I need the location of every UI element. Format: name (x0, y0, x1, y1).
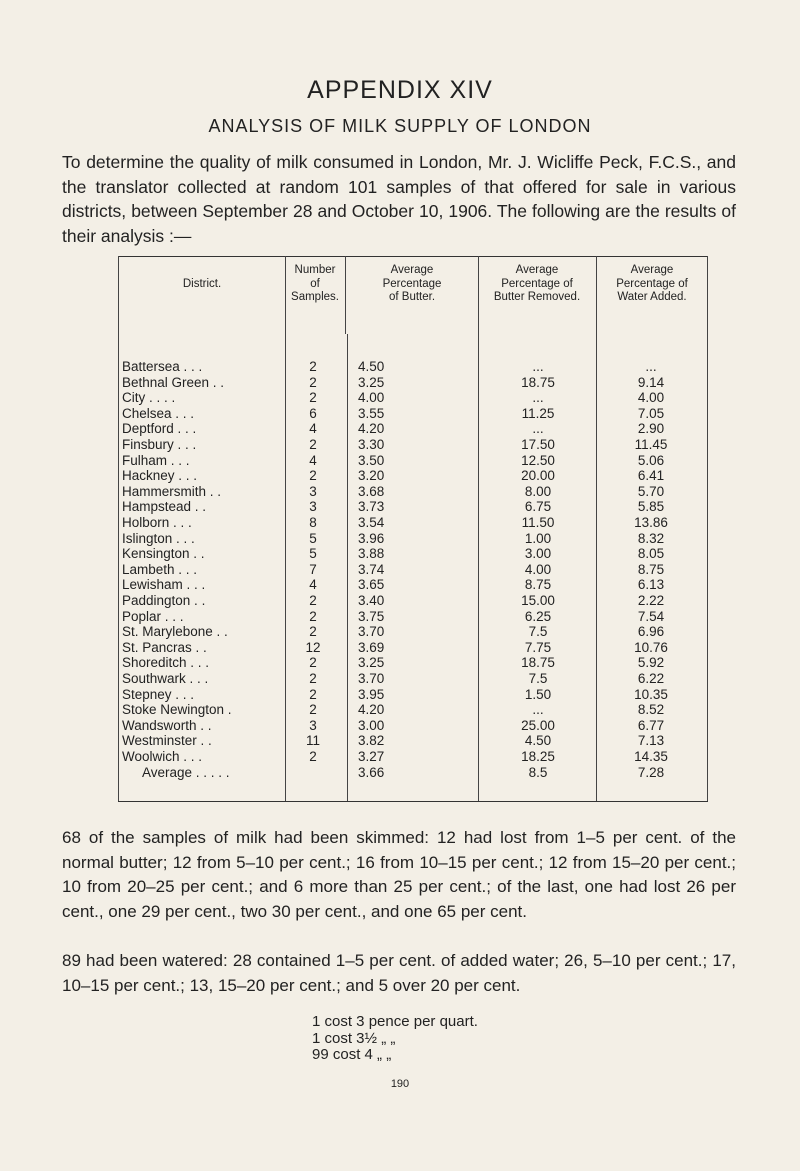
milk-analysis-table (118, 256, 708, 801)
butter-removed-cell: 8.75 (524, 577, 552, 593)
samples-cell: 2 (309, 624, 317, 640)
district-cell: Woolwich . . . (122, 749, 203, 764)
butter-cell: 3.96 (358, 530, 385, 546)
table-row (118, 592, 708, 609)
butter-removed-cell: 1.00 (524, 530, 552, 546)
samples-cell: 2 (309, 749, 317, 764)
butter-cell: 4.20 (358, 421, 385, 437)
header-samples: Number of Samples. (291, 264, 339, 303)
water-added-cell: 6.22 (637, 671, 665, 686)
district-cell: Hammersmith . . (122, 483, 222, 499)
butter-removed-cell: 4.50 (524, 733, 552, 749)
water-added-cell: 11.45 (634, 437, 668, 452)
water-added-cell: 9.14 (637, 374, 665, 390)
samples-cell: 2 (309, 608, 317, 624)
water-added-cell: 7.05 (637, 405, 665, 421)
price-line: 99 cost 4 „ „ (312, 1046, 392, 1063)
samples-cell: 11 (305, 733, 320, 749)
samples-cell: 2 (309, 686, 317, 702)
table-row (118, 483, 708, 500)
table-row (118, 639, 708, 656)
average-butter: 3.66 (358, 765, 385, 780)
butter-cell: 3.40 (358, 593, 385, 608)
table-row (118, 623, 708, 640)
butter-removed-cell: ... (532, 421, 544, 437)
table-row (118, 608, 708, 625)
water-added-cell: 2.90 (637, 421, 665, 437)
butter-removed-cell: 18.25 (521, 749, 555, 764)
samples-cell: 5 (309, 546, 317, 562)
butter-cell: 4.00 (358, 390, 385, 406)
district-cell: Hampstead . . (122, 499, 207, 515)
water-added-cell: 7.13 (637, 733, 665, 749)
butter-cell: 3.74 (358, 561, 385, 577)
butter-cell: 3.30 (358, 437, 385, 452)
samples-cell: 8 (309, 515, 317, 530)
water-added-cell: 10.35 (634, 686, 668, 702)
water-added-cell: 7.54 (637, 608, 665, 624)
average-water-added: 7.28 (637, 765, 665, 780)
butter-cell: 3.27 (358, 749, 385, 764)
butter-cell: 3.55 (358, 405, 385, 421)
water-added-cell: 8.75 (637, 561, 665, 577)
butter-removed-cell: 25.00 (521, 717, 555, 733)
district-cell: Kensington . . (122, 546, 205, 562)
butter-cell: 3.69 (358, 639, 385, 655)
district-cell: Holborn . . . (122, 515, 192, 530)
table-row (118, 498, 708, 515)
butter-cell: 3.20 (358, 468, 385, 484)
header-butter-removed: Average Percentage of Butter Removed. (493, 264, 581, 303)
table-row (118, 452, 708, 469)
samples-cell: 5 (309, 530, 317, 546)
butter-cell: 3.73 (358, 499, 385, 515)
water-added-cell: 5.85 (637, 499, 665, 515)
district-cell: Southwark . . . (122, 671, 209, 686)
district-cell: Fulham . . . (122, 452, 190, 468)
header-district: District. (182, 278, 222, 290)
butter-removed-cell: 1.50 (524, 686, 552, 702)
butter-removed-cell: 12.50 (521, 452, 555, 468)
butter-removed-cell: 6.25 (524, 608, 552, 624)
butter-cell: 3.82 (358, 733, 385, 749)
water-added-cell: 6.41 (637, 468, 665, 484)
samples-cell: 2 (309, 702, 317, 718)
table-row (118, 748, 708, 765)
intro-paragraph: To determine the quality of milk consumed in London, Mr. J. Wicliffe Peck, F.C.S., and the translator collected at random 101 samples of that offered for sale in various districts, between September 28 and October 10, 1906. The following are the results of their analysis :— (62, 152, 736, 246)
butter-cell: 4.50 (358, 359, 385, 374)
price-line: 1 cost 3 pence per quart. (312, 1013, 478, 1030)
district-cell: Chelsea . . . (122, 405, 195, 421)
district-cell: Hackney . . . (122, 468, 198, 484)
samples-cell: 2 (309, 593, 317, 608)
table-row (118, 405, 708, 422)
samples-cell: 2 (309, 390, 317, 406)
watered-paragraph: 89 had been watered: 28 contained 1–5 per cent. of added water; 26, 5–10 per cent.; 17, 10–15 per cent.; 13, 15–20 per cent.; and 5 over 20 per cent. (62, 951, 736, 995)
butter-cell: 4.20 (358, 702, 385, 718)
water-added-cell: 8.05 (637, 546, 665, 562)
appendix-title: APPENDIX XIV (307, 76, 493, 104)
samples-cell: 2 (309, 671, 317, 686)
table-row (118, 389, 708, 406)
butter-cell: 3.68 (358, 483, 385, 499)
table-row (118, 467, 708, 484)
butter-removed-cell: 8.00 (524, 483, 552, 499)
district-cell: Lewisham . . . (122, 577, 206, 593)
district-cell: Lambeth . . . (122, 561, 198, 577)
water-added-cell: 10.76 (634, 639, 668, 655)
butter-removed-cell: 4.00 (524, 561, 552, 577)
district-cell: City . . . . (122, 390, 176, 406)
table-row (118, 686, 708, 703)
table-row (118, 358, 708, 375)
water-added-cell: 6.96 (637, 624, 665, 640)
butter-removed-cell: ... (532, 702, 544, 718)
butter-removed-cell: ... (532, 359, 544, 374)
average-row (118, 764, 708, 781)
district-cell: Westminster . . (122, 733, 212, 749)
table-row (118, 530, 708, 547)
header-butter: Average Percentage of Butter. (382, 264, 442, 303)
district-cell: Poplar . . . (122, 608, 184, 624)
butter-cell: 3.54 (358, 515, 385, 530)
water-added-cell: 2.22 (637, 593, 665, 608)
table-row (118, 732, 708, 749)
water-added-cell: 8.52 (637, 702, 665, 718)
butter-removed-cell: 18.75 (521, 374, 555, 390)
district-cell: Finsbury . . . (122, 437, 197, 452)
samples-cell: 6 (309, 405, 317, 421)
butter-cell: 3.25 (358, 655, 385, 671)
header-water-added: Average Percentage of Water Added. (616, 264, 688, 303)
samples-cell: 4 (309, 452, 317, 468)
butter-cell: 3.70 (358, 624, 385, 640)
table-row (118, 420, 708, 437)
water-added-cell: 5.70 (637, 483, 665, 499)
price-list (312, 1014, 478, 1064)
butter-cell: 3.50 (358, 452, 385, 468)
butter-cell: 3.95 (358, 686, 385, 702)
district-cell: Deptford . . . (122, 421, 197, 437)
butter-cell: 3.88 (358, 546, 385, 562)
water-added-cell: 5.06 (637, 452, 665, 468)
butter-cell: 3.75 (358, 608, 385, 624)
water-added-cell: 14.35 (634, 749, 668, 764)
table-row (118, 576, 708, 593)
samples-cell: 4 (309, 577, 317, 593)
table-row (118, 670, 708, 687)
table-row (118, 561, 708, 578)
samples-cell: 2 (309, 359, 317, 374)
skimmed-paragraph: 68 of the samples of milk had been skimmed: 12 had lost from 1–5 per cent. of the normal butter; 12 from 5–10 per cent.; 16 from 10–15 per cent.; 12 from 15–20 per cent.; 10 from 20–25 per cent.; and 6 more than 25 per cent.; of the last, one had lost 26 per cent., one 29 per cent., two 30 per cent., and one 65 per cent. (62, 828, 736, 921)
samples-cell: 7 (309, 561, 317, 577)
butter-removed-cell: 18.75 (521, 655, 555, 671)
samples-cell: 3 (309, 717, 317, 733)
water-added-cell: 6.13 (637, 577, 665, 593)
butter-removed-cell: 7.75 (524, 639, 552, 655)
butter-cell: 3.25 (358, 374, 385, 390)
samples-cell: 2 (309, 655, 317, 671)
price-line: 1 cost 3½ „ „ (312, 1029, 396, 1047)
samples-cell: 4 (309, 421, 317, 437)
butter-removed-cell: 11.50 (521, 515, 555, 530)
samples-cell: 2 (309, 468, 317, 484)
district-cell: Islington . . . (122, 530, 195, 546)
butter-removed-cell: 20.00 (521, 468, 555, 484)
water-added-cell: 13.86 (634, 515, 668, 530)
page-number: 190 (390, 1078, 410, 1090)
butter-removed-cell: ... (532, 390, 544, 406)
table-row (118, 374, 708, 391)
water-added-cell: 5.92 (637, 655, 665, 671)
district-cell: Paddington . . (122, 593, 206, 608)
section-title: ANALYSIS OF MILK SUPPLY OF LONDON (208, 116, 592, 136)
district-cell: Stoke Newington . (122, 702, 232, 718)
butter-removed-cell: 11.25 (521, 405, 555, 421)
table-row (118, 545, 708, 562)
water-added-cell: ... (645, 359, 657, 374)
samples-cell: 2 (309, 374, 317, 390)
butter-cell: 3.70 (358, 671, 385, 686)
district-cell: Stepney . . . (122, 686, 195, 702)
table-row (118, 717, 708, 734)
average-label: Average . . . . . (142, 765, 230, 780)
table-row (118, 514, 708, 531)
district-cell: Wandsworth . . (122, 717, 212, 733)
water-added-cell: 6.77 (637, 717, 665, 733)
average-butter-removed: 8.5 (528, 765, 548, 780)
table-row (118, 654, 708, 671)
district-cell: St. Pancras . . (122, 639, 207, 655)
table-row (118, 436, 708, 453)
butter-removed-cell: 3.00 (524, 546, 552, 562)
butter-removed-cell: 6.75 (524, 499, 552, 515)
butter-cell: 3.65 (358, 577, 385, 593)
district-cell: St. Marylebone . . (122, 624, 228, 640)
samples-cell: 2 (309, 437, 317, 452)
district-cell: Battersea . . . (122, 359, 203, 374)
butter-removed-cell: 15.00 (521, 593, 555, 608)
butter-removed-cell: 7.5 (528, 624, 548, 640)
butter-removed-cell: 7.5 (528, 671, 548, 686)
water-added-cell: 8.32 (637, 530, 665, 546)
samples-cell: 3 (309, 483, 317, 499)
butter-removed-cell: 17.50 (521, 437, 555, 452)
samples-cell: 12 (305, 639, 321, 655)
samples-cell: 3 (309, 499, 317, 515)
water-added-cell: 4.00 (637, 390, 665, 406)
butter-cell: 3.00 (358, 717, 385, 733)
district-cell: Shoreditch . . . (122, 655, 210, 671)
district-cell: Bethnal Green . . (122, 374, 225, 390)
table-row (118, 701, 708, 718)
